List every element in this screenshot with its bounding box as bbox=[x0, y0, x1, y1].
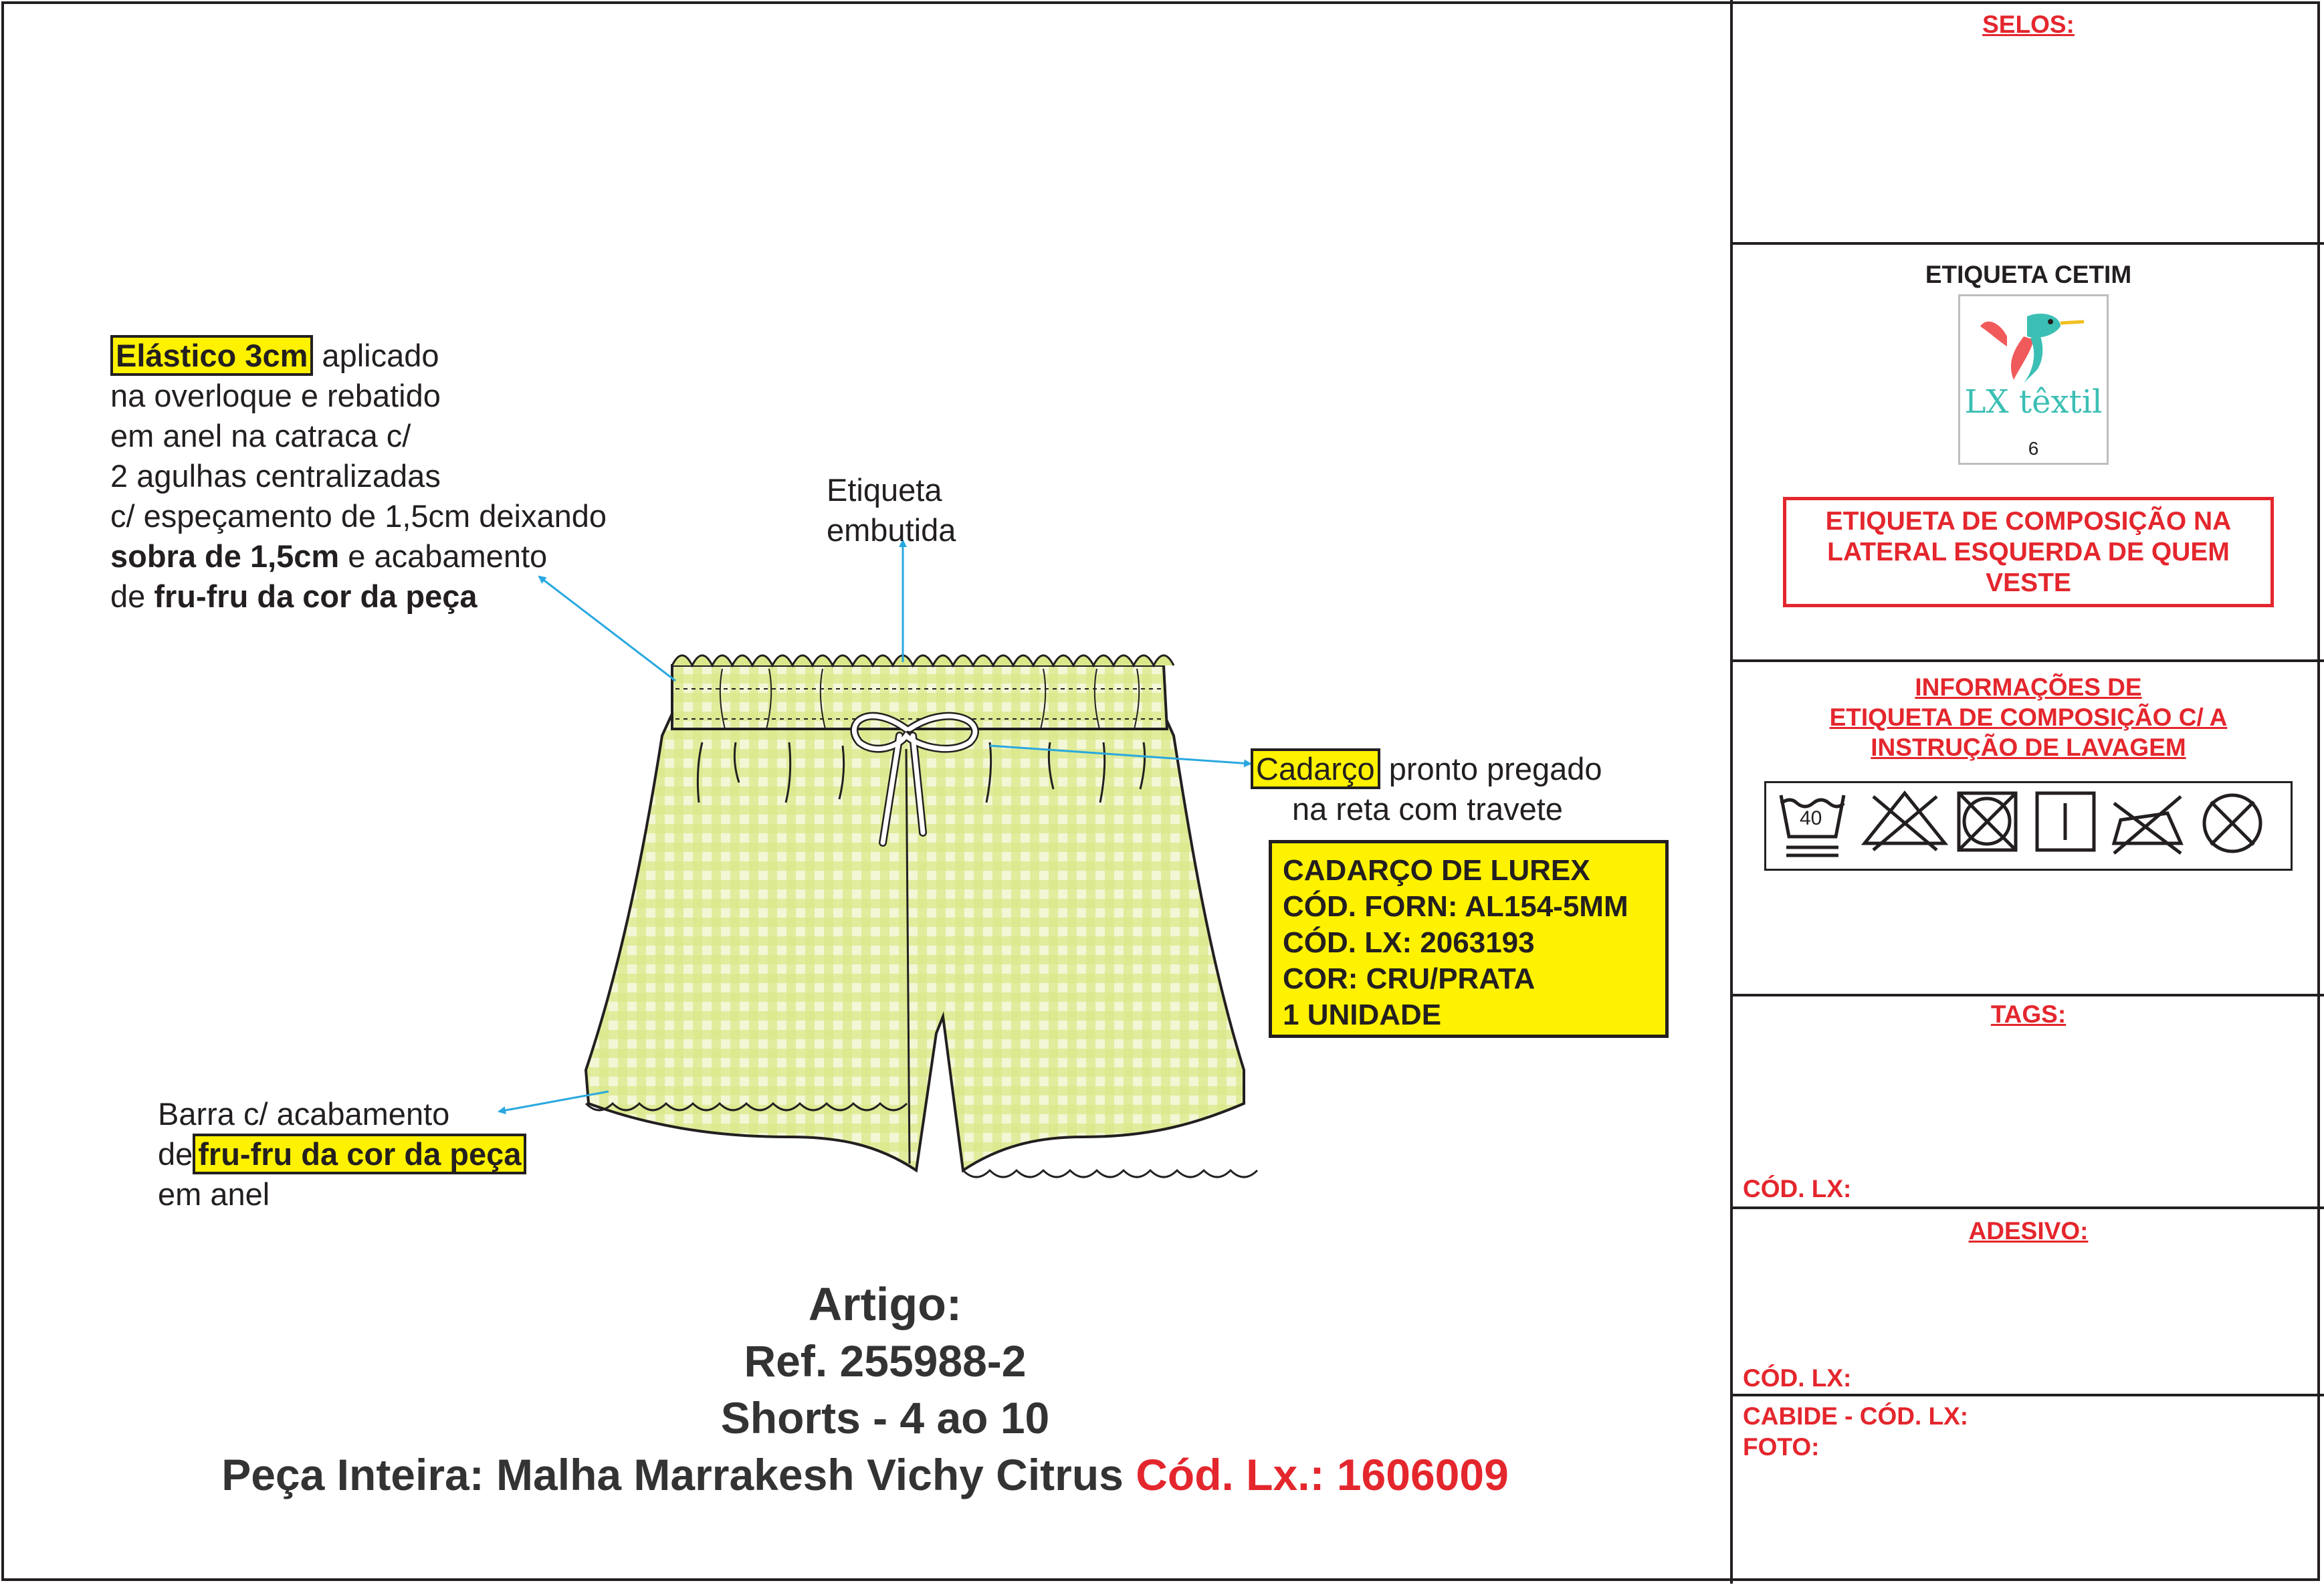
cadarco-highlight: Cadarço bbox=[1251, 748, 1380, 789]
no-dry-clean-icon bbox=[2204, 795, 2260, 851]
artigo-product: Shorts - 4 ao 10 bbox=[720, 1393, 1050, 1443]
etiqueta-cetim-title: ETIQUETA CETIM bbox=[1925, 261, 2132, 288]
shorts-body bbox=[586, 704, 1257, 1177]
cadarco-note: Cadarço pronto pregado na reta com travete bbox=[1251, 749, 1602, 829]
no-bleach-icon bbox=[1865, 793, 1945, 850]
sidebar-rule-5 bbox=[1730, 1394, 2324, 1396]
barra-highlight: fru-fru da cor da peça bbox=[193, 1134, 526, 1174]
sidebar-rule-2 bbox=[1730, 659, 2324, 662]
foto-label: FOTO: bbox=[1743, 1433, 1820, 1461]
cabide-cod-lx: CABIDE - CÓD. LX: bbox=[1743, 1402, 1969, 1430]
brand-name: LX têxtil bbox=[1964, 383, 2103, 421]
no-tumble-dry-icon bbox=[1959, 793, 2016, 850]
artigo-ref: Ref. 255988-2 bbox=[744, 1336, 1027, 1386]
sidebar-rule-1 bbox=[1730, 242, 2324, 245]
no-iron-icon bbox=[2114, 797, 2181, 853]
sidebar-rule-3 bbox=[1730, 994, 2324, 996]
adesivo-cod-lx: CÓD. LX: bbox=[1743, 1364, 1852, 1392]
elastico-note: Elástico 3cm aplicado na overloque e rebatido em anel na catraca c/ 2 agulhas centralizadas c/ espeçamento de 1,5cm deixando sobra de 1,5cm e acabamento de fru-fru da cor da peça bbox=[110, 336, 607, 617]
label-size: 6 bbox=[2028, 438, 2039, 459]
barra-note: Barra c/ acabamento de fru-fru da cor da peça em anel bbox=[158, 1094, 526, 1214]
tags-title: TAGS: bbox=[1990, 1000, 2067, 1028]
line-dry-icon bbox=[2037, 793, 2094, 850]
sidebar-rule-4 bbox=[1730, 1206, 2324, 1209]
artigo-fabric: Peça Inteira: Malha Marrakesh Vichy Citrus bbox=[221, 1450, 1124, 1499]
wash-temperature: 40 bbox=[1800, 807, 1822, 829]
etiqueta-note: Etiqueta embutida bbox=[827, 472, 956, 548]
selos-title: SELOS: bbox=[1982, 11, 2075, 38]
elastico-highlight: Elástico 3cm bbox=[110, 335, 313, 376]
artigo-code: Cód. Lx.: 1606009 bbox=[1123, 1450, 1509, 1499]
composicao-note-box: ETIQUETA DE COMPOSIÇÃO NA LATERAL ESQUERDA DE QUEM VESTE bbox=[1783, 497, 2274, 607]
brand-label-card bbox=[1958, 294, 2109, 465]
cadarco-spec-box: CADARÇO DE LUREX CÓD. FORN: AL154-5MM CÓD. LX: 2063193 COR: CRU/PRATA 1 UNIDADE bbox=[1269, 840, 1669, 1038]
care-symbols bbox=[1766, 783, 2291, 869]
tags-cod-lx: CÓD. LX: bbox=[1743, 1175, 1852, 1202]
adesivo-title: ADESIVO: bbox=[1968, 1217, 2089, 1245]
artigo-title: Artigo: bbox=[808, 1278, 962, 1330]
informacoes-title: INFORMAÇÕES DE ETIQUETA DE COMPOSIÇÃO C/ A INSTRUÇÃO DE LAVAGEM bbox=[1829, 673, 2228, 761]
care-symbols-box bbox=[1764, 781, 2293, 871]
artigo-fabric-line bbox=[0, 1448, 1730, 1501]
